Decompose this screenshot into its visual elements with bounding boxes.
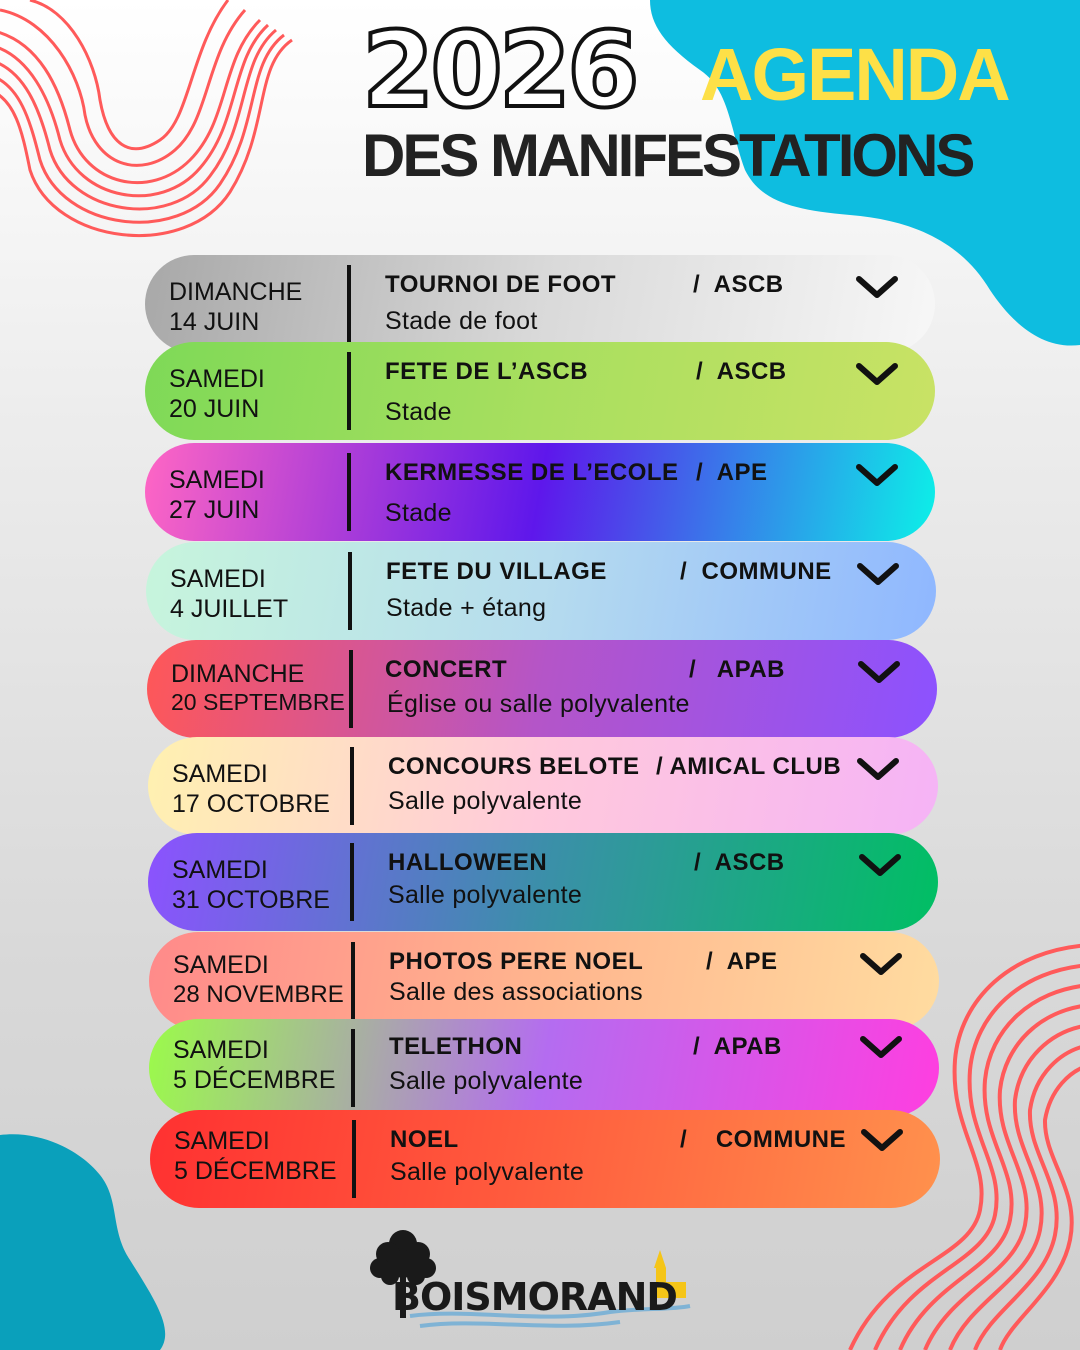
event-row[interactable] bbox=[145, 342, 935, 440]
chevron-down-icon[interactable] bbox=[855, 273, 899, 301]
event-day: SAMEDI bbox=[172, 856, 268, 884]
event-title: TOURNOI DE FOOT bbox=[385, 271, 617, 298]
event-title: FETE DU VILLAGE bbox=[386, 558, 607, 585]
event-place: Salle des associations bbox=[389, 978, 643, 1006]
event-day: SAMEDI bbox=[173, 1036, 269, 1064]
chevron-down-icon[interactable] bbox=[855, 360, 899, 388]
event-place: Salle polyvalente bbox=[389, 1067, 584, 1095]
event-date bbox=[170, 564, 288, 624]
chevron-down-icon[interactable] bbox=[856, 755, 900, 783]
chevron-down-icon[interactable] bbox=[858, 851, 902, 879]
event-organizer: / ASCB bbox=[693, 271, 784, 298]
event-day-date: 27 JUIN bbox=[169, 496, 260, 524]
event-place: Stade + étang bbox=[386, 594, 547, 622]
chevron-down-icon[interactable] bbox=[856, 560, 900, 588]
event-day-date: 5 DÉCEMBRE bbox=[174, 1157, 337, 1185]
event-row[interactable] bbox=[149, 932, 939, 1030]
event-organizer: / APE bbox=[706, 948, 778, 975]
event-date bbox=[174, 1126, 337, 1186]
event-row[interactable] bbox=[147, 640, 937, 738]
event-place: Stade de foot bbox=[385, 307, 538, 335]
event-day: SAMEDI bbox=[172, 760, 268, 788]
separator-line bbox=[349, 650, 353, 728]
event-day-date: 17 OCTOBRE bbox=[172, 790, 330, 818]
event-row[interactable] bbox=[149, 1019, 939, 1117]
title-year: 2026 bbox=[362, 9, 636, 131]
event-title: TELETHON bbox=[389, 1033, 523, 1060]
event-date bbox=[171, 660, 345, 716]
event-title: NOEL bbox=[390, 1126, 459, 1153]
event-place: Salle polyvalente bbox=[388, 787, 583, 815]
event-day: SAMEDI bbox=[170, 565, 266, 593]
event-day-date: 14 JUIN bbox=[169, 308, 260, 336]
event-date bbox=[173, 1035, 336, 1095]
event-date bbox=[172, 759, 330, 819]
event-date bbox=[169, 465, 265, 525]
chevron-down-icon[interactable] bbox=[860, 1126, 904, 1154]
separator-line bbox=[350, 843, 354, 921]
separator-line bbox=[347, 352, 351, 430]
title-subtitle: DES MANIFESTATIONS bbox=[362, 122, 973, 189]
event-day: SAMEDI bbox=[173, 951, 269, 979]
event-title: CONCERT bbox=[385, 656, 508, 683]
event-day-date: 4 JUILLET bbox=[170, 595, 289, 623]
event-day-date: 31 OCTOBRE bbox=[172, 886, 330, 914]
event-organizer: / APE bbox=[696, 459, 768, 486]
event-title: KERMESSE DE L’ECOLE bbox=[385, 459, 679, 486]
separator-line bbox=[347, 453, 351, 531]
separator-line bbox=[347, 265, 351, 343]
separator-line bbox=[352, 1120, 356, 1198]
event-day-date: 5 DÉCEMBRE bbox=[173, 1066, 336, 1094]
chevron-down-icon[interactable] bbox=[859, 1033, 903, 1061]
event-day: SAMEDI bbox=[174, 1127, 270, 1155]
event-title: HALLOWEEN bbox=[388, 849, 548, 876]
event-day: SAMEDI bbox=[169, 365, 265, 393]
title-agenda: AGENDA bbox=[700, 33, 1009, 116]
teal-blob-bottom-left bbox=[0, 1134, 165, 1350]
event-organizer: / ASCB bbox=[696, 358, 787, 385]
event-organizer: / ASCB bbox=[694, 849, 785, 876]
event-title: CONCOURS BELOTE bbox=[388, 753, 640, 780]
separator-line bbox=[348, 552, 352, 630]
event-day: SAMEDI bbox=[169, 466, 265, 494]
chevron-down-icon[interactable] bbox=[859, 950, 903, 978]
event-organizer: / COMMUNE bbox=[680, 1126, 846, 1153]
event-organizer: / COMMUNE bbox=[680, 558, 832, 585]
event-row[interactable] bbox=[146, 542, 936, 640]
event-row[interactable] bbox=[150, 1110, 940, 1208]
separator-line bbox=[351, 1029, 355, 1107]
event-day-date: 28 NOVEMBRE bbox=[173, 981, 344, 1008]
event-day: DIMANCHE bbox=[169, 278, 303, 306]
event-place: Salle polyvalente bbox=[388, 881, 583, 909]
event-date bbox=[169, 277, 302, 337]
event-organizer: / AMICAL CLUB bbox=[656, 753, 842, 780]
event-row[interactable] bbox=[145, 255, 935, 353]
red-waves-top-left bbox=[0, 0, 292, 236]
event-title: FETE DE L’ASCB bbox=[385, 358, 589, 385]
logo-text: BOISMORAND bbox=[392, 1275, 677, 1319]
event-organizer: / APAB bbox=[689, 656, 786, 683]
event-date bbox=[172, 855, 330, 915]
event-day-date: 20 SEPTEMBRE bbox=[171, 689, 345, 715]
event-day-date: 20 JUIN bbox=[169, 395, 260, 423]
event-row[interactable] bbox=[145, 443, 935, 541]
event-organizer: / APAB bbox=[693, 1033, 782, 1060]
event-date bbox=[173, 950, 344, 1010]
event-day: DIMANCHE bbox=[171, 660, 305, 688]
event-place: Salle polyvalente bbox=[390, 1158, 585, 1186]
event-place: Église ou salle polyvalente bbox=[387, 690, 690, 718]
chevron-down-icon[interactable] bbox=[855, 461, 899, 489]
event-row[interactable] bbox=[148, 833, 938, 931]
separator-line bbox=[350, 747, 354, 825]
event-row[interactable] bbox=[148, 737, 938, 835]
event-place: Stade bbox=[385, 499, 452, 527]
event-title: PHOTOS PERE NOEL bbox=[389, 948, 644, 975]
event-place: Stade bbox=[385, 398, 452, 426]
event-date bbox=[169, 364, 265, 424]
chevron-down-icon[interactable] bbox=[857, 658, 901, 686]
separator-line bbox=[351, 942, 355, 1020]
